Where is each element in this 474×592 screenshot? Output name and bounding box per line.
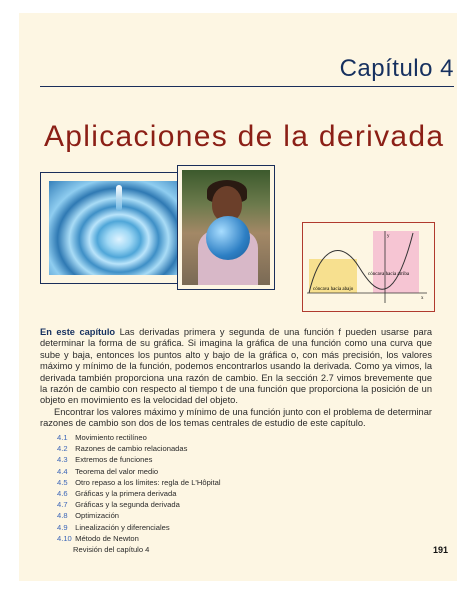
water-drop [116, 185, 122, 211]
toc-title: Optimización [75, 511, 120, 521]
chapter-title: Aplicaciones de la derivada [44, 120, 445, 153]
toc-title: Razones de cambio relacionadas [75, 444, 188, 454]
toc-title: Otro repaso a los límites: regla de L'Hôpital [75, 477, 221, 487]
toc-number: 4.2 [57, 444, 68, 454]
globe-icon [206, 216, 250, 260]
toc-title: Gráficas y la primera derivada [75, 489, 177, 499]
toc-number: 4.6 [57, 489, 68, 499]
toc-item[interactable] [57, 488, 357, 499]
toc-number: 4.7 [57, 500, 68, 510]
water-drop-photo [40, 172, 198, 284]
toc-item[interactable] [57, 510, 357, 521]
x-axis-label: x [421, 296, 424, 301]
toc-title: Linealización y diferenciales [75, 522, 170, 532]
page-number: 191 [432, 545, 448, 555]
intro-paragraph-2: Encontrar los valores máximo y mínimo de una función junto con el problema de determinar razones de cambio son dos de los temas centrales de estudio de este capítulo. [40, 406, 432, 429]
toc-title: Método de Newton [75, 533, 139, 543]
concavity-graph-svg [303, 223, 434, 311]
concave-up-region [373, 231, 419, 293]
toc-number: 4.3 [57, 455, 68, 465]
toc-title: Extremos de funciones [75, 455, 153, 465]
toc-number: 4.1 [57, 433, 68, 442]
toc-title: Teorema del valor medio [74, 466, 159, 476]
section-list [57, 432, 357, 555]
toc-title: Movimiento rectilíneo [75, 433, 147, 442]
chapter-label: Capítulo 4 [339, 55, 454, 82]
toc-number: 4.5 [57, 477, 68, 487]
toc-item[interactable] [57, 477, 357, 488]
concave-up-label: cóncava hacia arriba [368, 272, 410, 277]
chapter-review-item[interactable]: Revisión del capítulo 4 [73, 545, 150, 555]
y-axis-label: y [387, 234, 390, 239]
toc-item[interactable] [57, 533, 357, 544]
intro-paragraph-1 [40, 327, 432, 407]
toc-number: 4.4 [57, 466, 68, 476]
girl-photo-image [182, 170, 270, 285]
water-ripples-image [49, 181, 189, 275]
toc-item[interactable] [57, 443, 357, 454]
toc-item[interactable] [57, 454, 357, 465]
toc-item[interactable] [57, 522, 357, 533]
girl-with-globe-photo [177, 165, 275, 290]
intro-lead: En este capítulo [40, 327, 116, 337]
toc-item[interactable] [57, 499, 357, 510]
concavity-graph [302, 222, 435, 312]
intro-text [40, 327, 432, 430]
toc-item[interactable] [57, 432, 357, 443]
toc-title: Gráficas y la segunda derivada [75, 500, 180, 510]
toc-number: 4.9 [57, 522, 68, 532]
toc-number: 4.10 [57, 533, 72, 543]
toc-number: 4.8 [57, 511, 68, 521]
concave-down-label: cóncava hacia abajo [313, 287, 354, 292]
intro-p1: Las derivadas primera y segunda de una función f pueden usarse para determinar la forma de su gráfica. Si imagina la gráfica de una función como una curva que sube y baja, entonces los puntos alto y bajo de la gráfica o, con más precisión, los valores máximo y mínimo de la función, podemos encontrarlos usando la derivada. Como ya vimos, la derivada también proporciona una razón de cambio. En la sección 2.7 vimos brevemente que la razón de cambio con respecto al tiempo t de una función que proporciona la posición de un objeto en movimiento es la velocidad del objeto. [40, 327, 432, 406]
toc-item[interactable] [57, 466, 357, 477]
header-rule [40, 86, 454, 87]
